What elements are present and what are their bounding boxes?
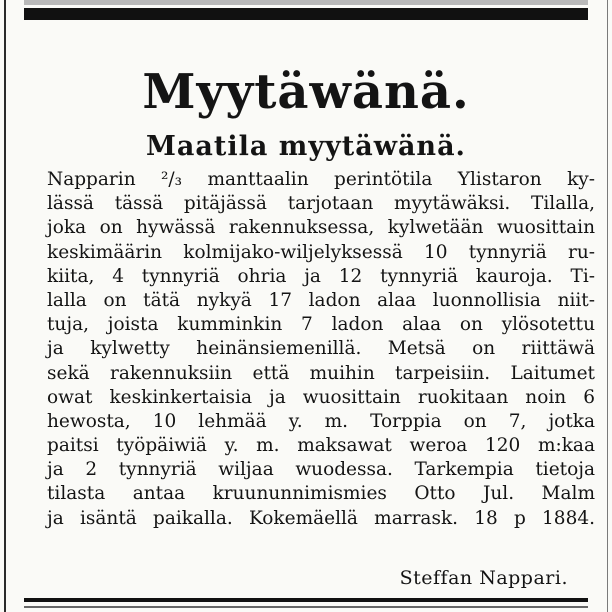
top-rule-thin [24, 0, 588, 5]
body-line: joka on hywässä rakennuksessa, kylwetään wuosittain [47, 217, 595, 239]
body-line: ja 2 tynnyriä wiljaa wuodessa. Tarkempia tietoja [47, 459, 595, 481]
body-line: tuja, joista kumminkin 7 ladon alaa on ylösotettu [47, 314, 595, 336]
body-line: paitsi työpäiwiä y. m. maksawat weroa 120 m:kaa [47, 435, 595, 457]
body-line: lalla on tätä nykyä 17 ladon alaa luonnollisia niit- [47, 289, 595, 311]
body-line: owat keskinkertaisia ja wuosittain ruokitaan noin 6 [47, 386, 595, 408]
advertisement-subtitle: Maatila myytäwänä. [146, 131, 466, 162]
body-line: keskimäärin kolmijako-wiljelyksessä 10 tynnyriä ru- [47, 241, 595, 263]
body-line: hewosta, 10 lehmää y. m. Torppia on 7, jotka [47, 410, 595, 432]
top-rule [24, 8, 588, 20]
advertisement-body [47, 168, 595, 531]
body-line: tilasta antaa kruununnimismies Otto Jul. Malm [47, 483, 595, 505]
signature: Steffan Nappari. [399, 567, 568, 589]
advertisement-title: Myytäwänä. [142, 64, 470, 120]
body-line: ja kylwetty heinänsiemenillä. Metsä on riittäwä [47, 338, 595, 360]
bottom-rule-thin [24, 606, 588, 608]
body-line: ja isäntä paikalla. Kokemäellä marrask. 18 p 1884. [47, 507, 595, 529]
body-line: lässä tässä pitäjässä tarjotaan myytäwäksi. Tilalla, [47, 193, 595, 215]
bottom-rule [24, 598, 588, 602]
body-line: Napparin ²/₃ manttaalin perintötila Ylistaron ky- [47, 169, 595, 190]
body-line: sekä rakennuksiin että muihin tarpeisiin. Laitumet [47, 362, 595, 384]
body-line: kiita, 4 tynnyriä ohria ja 12 tynnyriä kauroja. Ti- [47, 265, 595, 287]
